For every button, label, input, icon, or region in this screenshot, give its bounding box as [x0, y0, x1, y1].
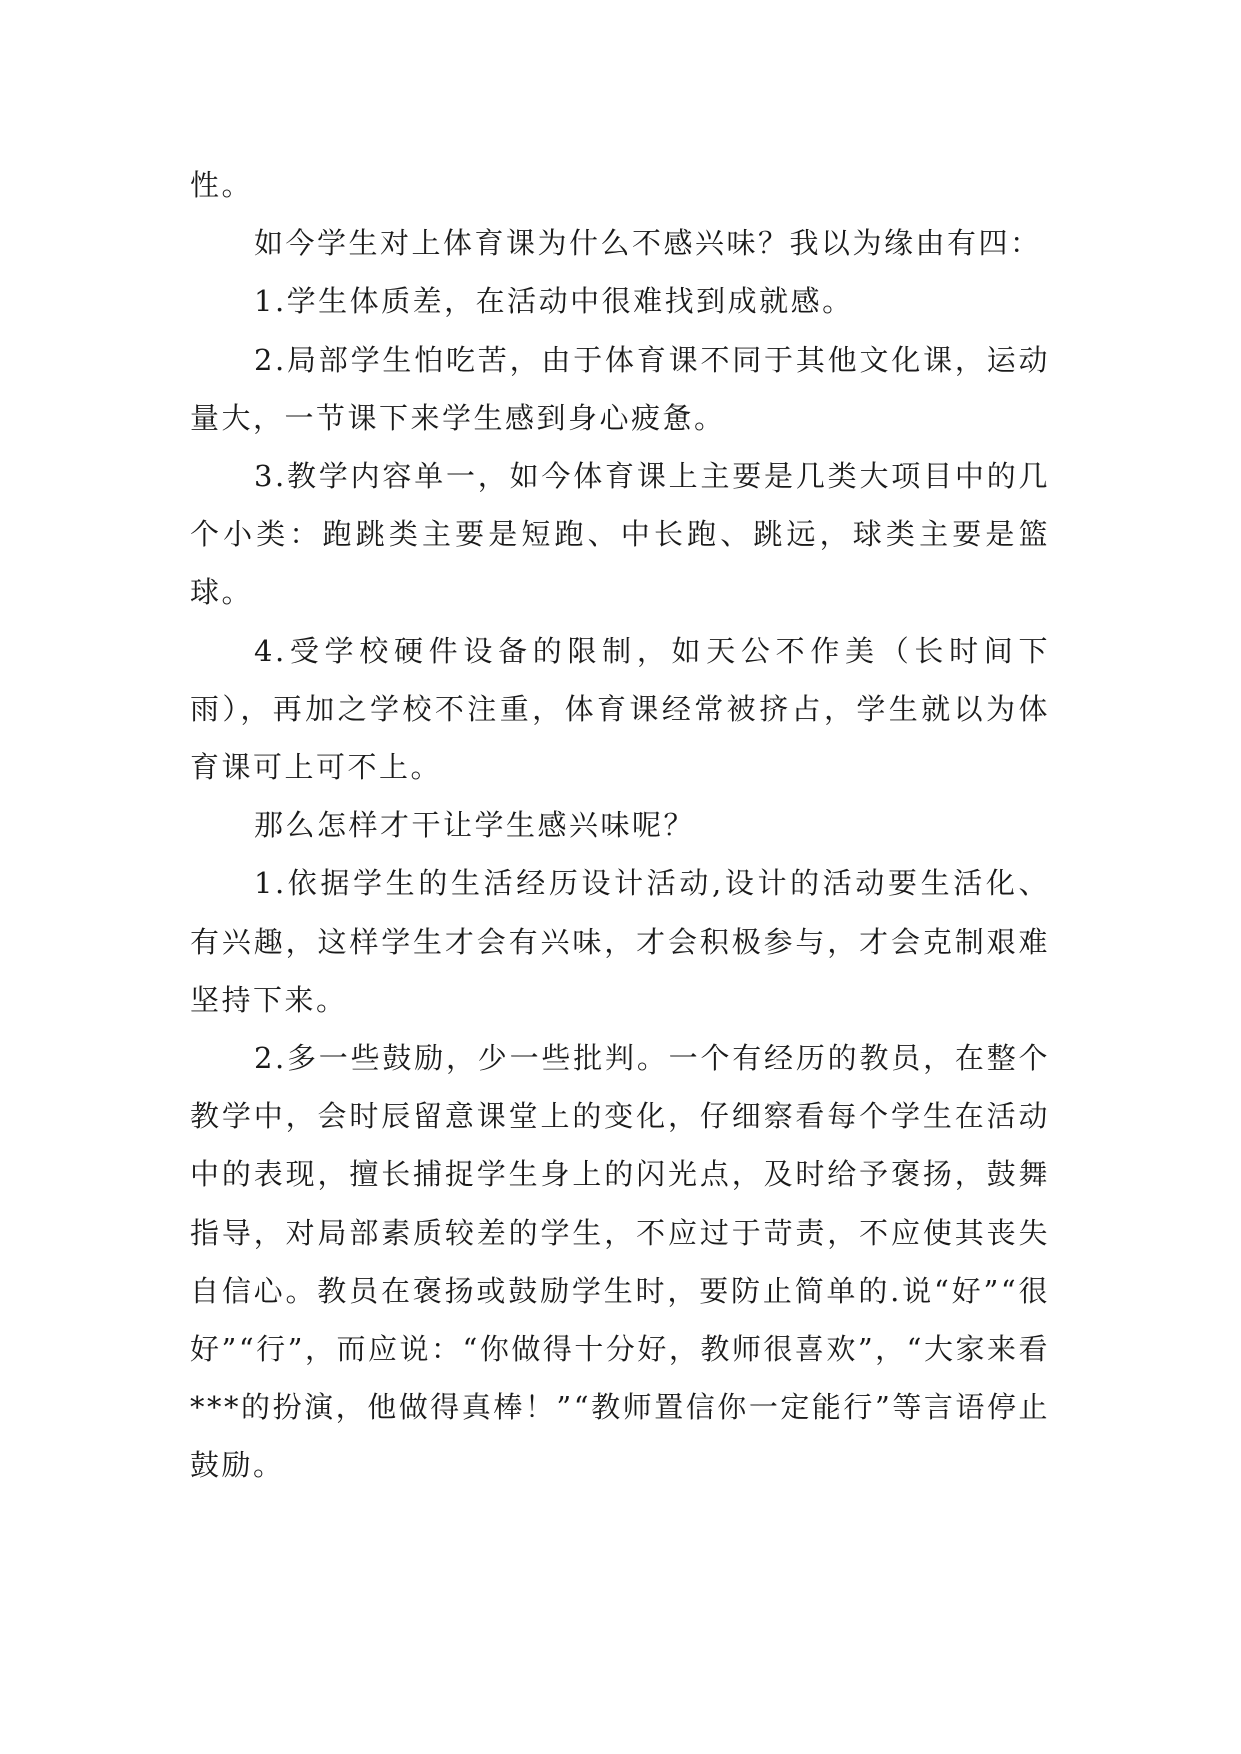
paragraph-reason-4: 4.受学校硬件设备的限制，如天公不作美（长时间下雨），再加之学校不注重，体育课经常被挤占，学生就以为体育课可上可不上。	[190, 633, 1050, 785]
document-body	[190, 156, 1050, 1495]
paragraph-reason-1: 1.学生体质差，在活动中很难找到成就感。	[254, 284, 854, 319]
paragraph-method-2: 2.多一些鼓励，少一些批判。一个有经历的教员，在整个教学中，会时辰留意课堂上的变化，仔细察看每个学生在活动中的表现，擅长捕捉学生身上的闪光点，及时给予褒扬，鼓舞指导，对局部素质较差的学生，不应过于苛责，不应使其丧失自信心。教员在褒扬或鼓励学生时，要防止简单的.说“好”“很好”“行”，而应说：“你做得十分好，教师很喜欢”，“大家来看***的扮演，他做得真棒！”“教师置信你一定能行”等言语停止鼓励。	[190, 1041, 1050, 1483]
paragraph-continuation: 性。	[190, 168, 254, 202]
paragraph-reason-2: 2.局部学生怕吃苦，由于体育课不同于其他文化课，运动量大，一节课下来学生感到身心疲惫。	[190, 342, 1050, 435]
paragraph-question: 如今学生对上体育课为什么不感兴味？我以为缘由有四：	[254, 226, 1042, 261]
paragraph-method-1: 1.依据学生的生活经历设计活动,设计的活动要生活化、有兴趣，这样学生才会有兴味，才会积极参与，才会克制艰难坚持下来。	[190, 866, 1050, 1017]
paragraph-reason-3: 3.教学内容单一，如今体育课上主要是几类大项目中的几个小类：跑跳类主要是短跑、中长跑、跳远，球类主要是篮球。	[190, 459, 1050, 610]
paragraph-how-question: 那么怎样才干让学生感兴味呢？	[254, 808, 696, 843]
